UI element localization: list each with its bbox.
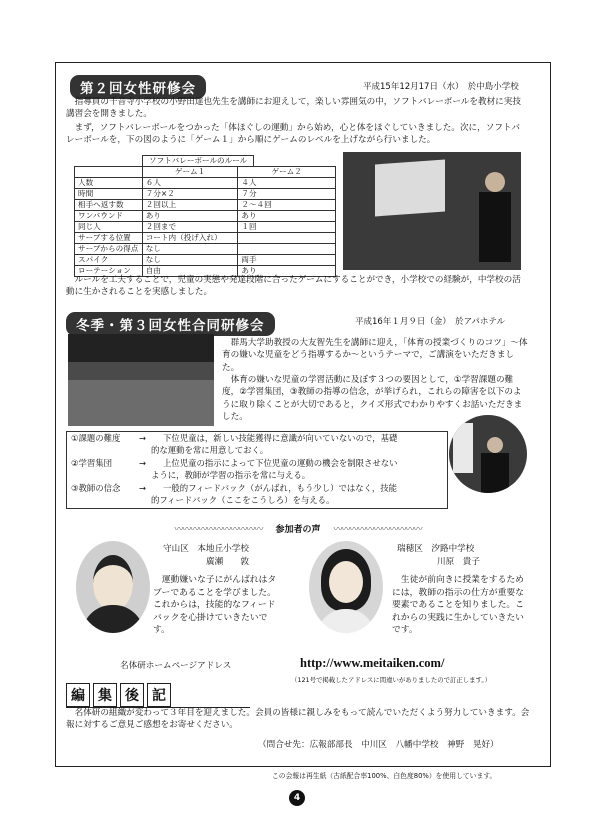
section1-para2: まず，ソフトバレーボールをつかった「体ほぐしの運動」から始め，心と体をほぐしていきました。次に，ソフトバレーボールを，下の図のように「ゲーム１」から順にゲームのレベルを上げながら行いました。	[66, 123, 520, 146]
homepage-note: （121号で掲載したアドレスに間違いがありましたので訂正します。）	[291, 676, 492, 684]
participant-right-name: 川原 貴子	[437, 557, 480, 567]
homepage-label: 名体研ホームページアドレス	[120, 661, 232, 671]
participant-right-photo	[309, 541, 383, 633]
rules-table-row	[75, 244, 336, 255]
homepage-url[interactable]: http://www.meitaiken.com/	[300, 656, 445, 670]
lecturer-body	[479, 192, 511, 262]
editorial-contact: （問合せ先：広報部部長 中川区 八幡中学校 神野 晃好）	[258, 740, 499, 750]
rules-table-title: ソフトバレーボールのルール	[142, 155, 254, 167]
participant-left-photo	[76, 541, 150, 633]
lecturer-body	[481, 453, 509, 493]
factor-line2: 的フィードバック（ここをこうしろ）を与える。	[151, 495, 335, 505]
section2-title: 冬季・第３回女性合同研修会	[66, 312, 275, 336]
face	[93, 555, 133, 611]
rules-table-cell: ７分	[238, 189, 336, 200]
participant-left-name: 廣瀬 敦	[206, 557, 249, 567]
rules-table-row	[75, 233, 336, 244]
rules-table-row	[75, 211, 336, 222]
editorial-text: 名体研の組織が変わって３年目を迎えました。会員の皆様に親しみをもって読んでいただくよう努力していきます。会報に対するご意見ご感想をお寄せください。	[66, 708, 530, 731]
factor-line2: 的な運動を常に用意しておく。	[151, 445, 269, 455]
seminar-photo-2	[68, 334, 214, 426]
lecturer-photo	[449, 415, 527, 493]
seminar-photo-1	[343, 152, 521, 270]
rules-table-cell: ２～４回	[238, 200, 336, 211]
face	[329, 561, 363, 603]
factor-arrow: →	[139, 433, 147, 443]
factor-item	[67, 457, 447, 482]
rules-table-cell: ２回まで	[142, 222, 238, 233]
factor-label: ②学習集団	[71, 458, 113, 468]
section1-date: 平成15年12月17日（水） 於中島小学校	[363, 82, 519, 92]
factor-item	[67, 432, 447, 457]
rules-table-cell: サーブする位置	[75, 233, 143, 244]
rules-table-cell: コート内（投げ入れ）	[142, 233, 238, 244]
rules-table-cell: 両手	[238, 255, 336, 266]
rules-table-cell: ワンバウンド	[75, 211, 143, 222]
participant-left-affiliation: 守山区 本地丘小学校	[163, 544, 249, 554]
rules-table-cell: 時間	[75, 189, 143, 200]
rules-table-cell	[238, 244, 336, 255]
factor-label: ③教師の信念	[71, 483, 121, 493]
section1-para3: ルールを工夫することで，児童の実態や発達段階に合ったゲームにすることができ，小学校での経験が，中学校の活動に生かされることを実感しました。	[66, 275, 521, 298]
factor-item	[67, 482, 447, 507]
lecturer-head	[485, 172, 505, 192]
rules-table-cell: なし	[142, 244, 238, 255]
rules-table-cell: ４人	[238, 178, 336, 189]
section2-para2: 体育の嫌いな児童の学習活動に及ぼす３つの要因として，①学習課題の難度，②学習集団，③教師の指導の信念，が挙げられ，これらの障害を以下のように取り除くことが大切であると，クイズ形式でわかりやすくお話いただきました。	[222, 375, 523, 423]
rules-table-row	[75, 178, 336, 189]
section2-para1: 群馬大学助教授の大友智先生を講師に迎え，「体育の授業づくりのコツ」～体育の嫌いな児童をどう指導するか～というテーマで，ご講演をいただきました。	[222, 338, 528, 373]
rules-table-cell: 相手へ返す数	[75, 200, 143, 211]
factor-arrow: →	[139, 483, 147, 493]
factor-arrow: →	[139, 458, 147, 468]
rules-table-row	[75, 222, 336, 233]
rules-table-cell: ７分×２	[142, 189, 238, 200]
participant-right-affiliation: 瑞穂区 汐路中学校	[397, 544, 475, 554]
factor-line1: 下位児童は，新しい技能獲得に意識が向いていないので，基礎	[163, 433, 398, 443]
rules-table-cell: なし	[142, 255, 238, 266]
rules-table-cell: 人数	[75, 178, 143, 189]
voices-heading: 参加者の声	[275, 525, 321, 535]
paper-note: この会報は再生紙（古紙配合率100%、白色度80%）を使用しています。	[272, 772, 497, 780]
rules-table-cell: 自由	[142, 266, 238, 277]
rules-table-cell: ２回以上	[142, 200, 238, 211]
rules-table-row	[75, 200, 336, 211]
factor-line1: 上位児童の指示によって下位児童の運動の機会を制限させない	[163, 458, 398, 468]
voices-heading-row	[86, 517, 510, 536]
wavy-divider-left: 〰〰〰〰〰〰〰〰〰〰〰	[174, 525, 263, 535]
rules-table-cell: ６人	[142, 178, 238, 189]
rules-table-header	[75, 167, 336, 178]
rules-table-cell: スパイク	[75, 255, 143, 266]
rules-table-cell: サーブからの得点	[75, 244, 143, 255]
section2-date: 平成16年１月９日（金） 於アパホテル	[355, 317, 505, 327]
rules-table-cell: あり	[238, 266, 336, 277]
section1-para1: 指導員の千音寺小学校の小野田達也先生を講師にお迎えして，楽しい雰囲気の中，ソフトバレーボールを教材に実技講習会を開きました。	[66, 97, 521, 120]
banner	[453, 423, 473, 473]
rules-table-cell	[75, 167, 143, 178]
audience-front-row	[68, 380, 214, 426]
audience-back-row	[68, 334, 214, 362]
shoulders	[317, 609, 375, 633]
rules-table-cell: あり	[142, 211, 238, 222]
rules-table-row	[75, 189, 336, 200]
shoulders	[82, 605, 144, 633]
rules-table-cell: １回	[238, 222, 336, 233]
factor-line2: ように，教師が学習の指示を常に与える。	[151, 470, 311, 480]
rules-table-row	[75, 255, 336, 266]
rules-table-cell: ゲーム２	[238, 167, 336, 178]
page-number: 4	[289, 790, 305, 806]
rules-table-cell: 同じ人	[75, 222, 143, 233]
rules-table-cell: ゲーム１	[142, 167, 238, 178]
rules-table-cell: ローテーション	[75, 266, 143, 277]
factor-label: ①課題の難度	[71, 433, 121, 443]
participant-left-comment: 運動嫌いな子にがんばれはタブーであることを学びました。これからは，技能的なフィードバックを心掛けていきたいです。	[153, 575, 277, 636]
editorial-title: 編 集 後 記	[66, 683, 250, 708]
rules-table	[74, 166, 336, 277]
participant-right-comment: 生徒が前向きに授業をするためには，教師の指示の仕方が重要な要素であることを知りました。これからの実践に生かしていきたいです。	[392, 575, 524, 636]
rules-table-cell	[238, 233, 336, 244]
factors-box	[66, 431, 448, 509]
wavy-divider-right: 〰〰〰〰〰〰〰〰〰〰〰	[333, 525, 422, 535]
projection-screen	[375, 160, 445, 217]
rules-table-cell: あり	[238, 211, 336, 222]
section1-title: 第２回女性研修会	[70, 75, 206, 99]
lecturer-head	[487, 437, 503, 453]
factor-line1: 一般的フィードバック（がんばれ，もう少し）ではなく，技能	[163, 483, 397, 493]
